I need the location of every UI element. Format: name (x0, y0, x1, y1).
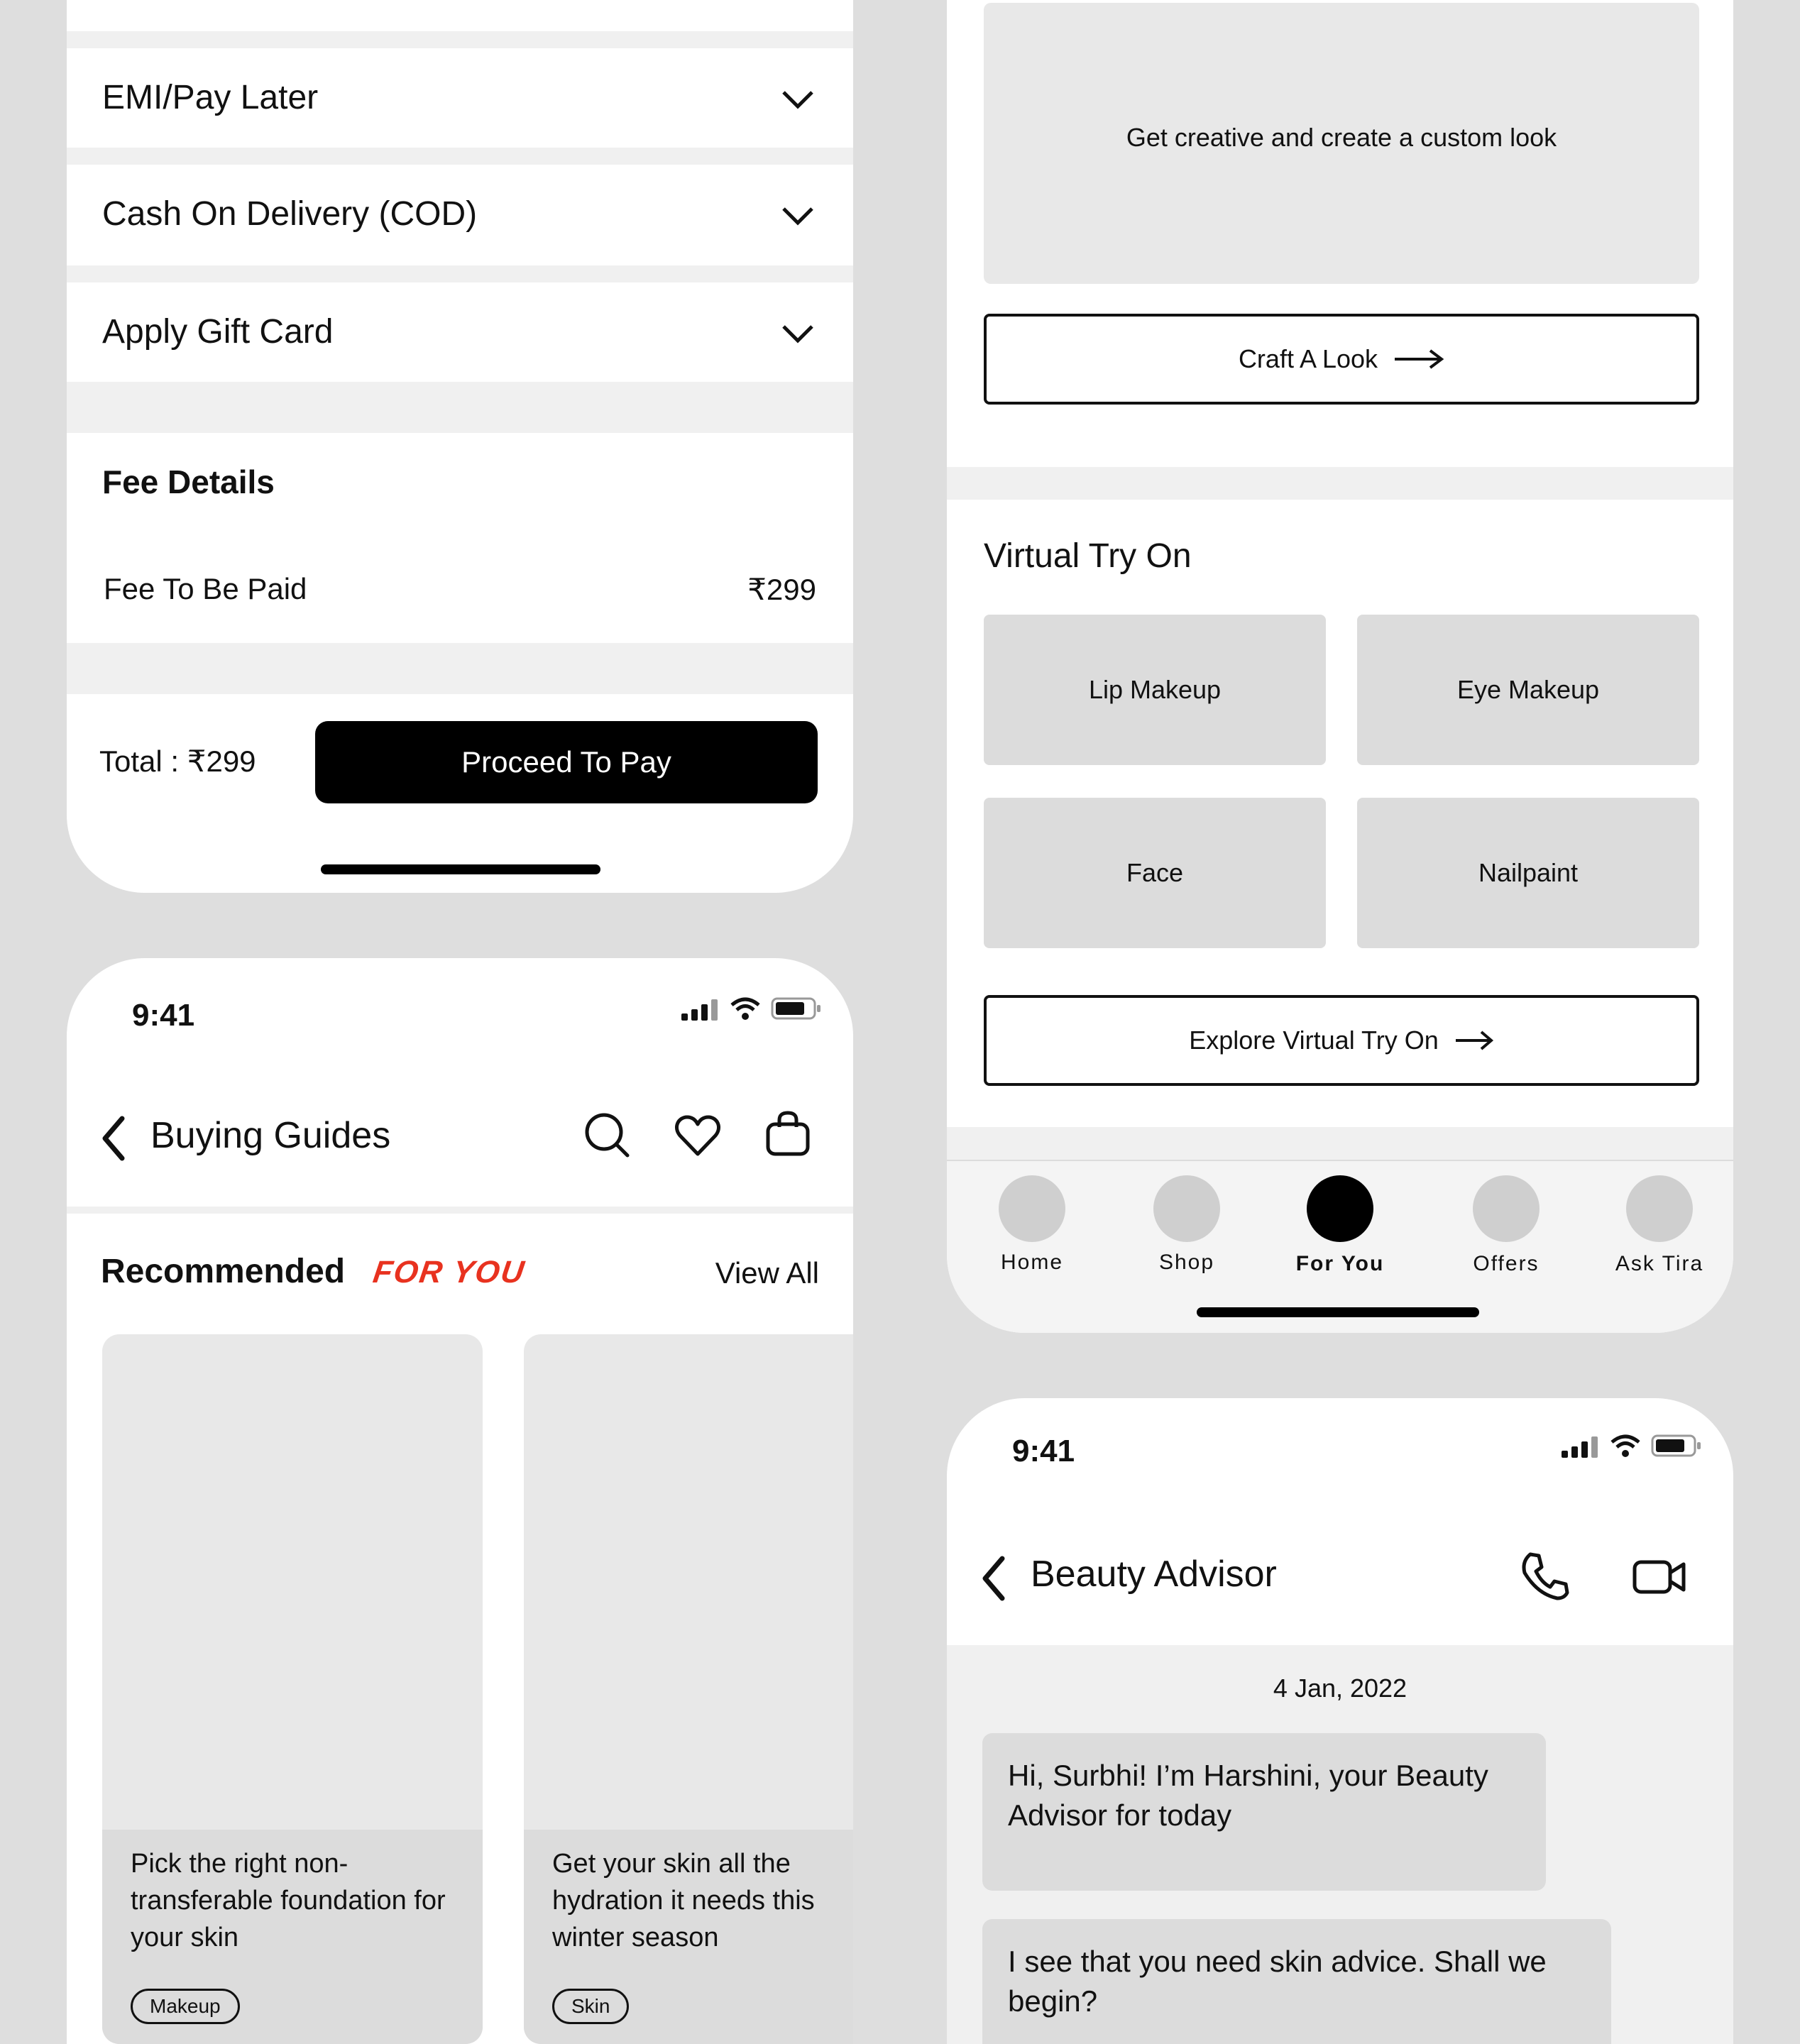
total-value: ₹299 (187, 744, 256, 778)
payment-option-label: EMI/Pay Later (102, 79, 319, 116)
page-title: Buying Guides (150, 1115, 391, 1156)
nav-item-ask-tira[interactable] (1588, 1175, 1730, 1282)
total-label: Total : (99, 744, 180, 778)
card-footer (524, 1830, 853, 2044)
chevron-down-icon (781, 89, 815, 111)
divider (67, 1207, 853, 1214)
back-icon[interactable] (979, 1556, 1008, 1601)
search-icon[interactable] (583, 1111, 630, 1158)
divider (947, 467, 1733, 500)
tag-chip[interactable]: Makeup (131, 1989, 240, 2024)
for-you-screen (947, 0, 1733, 1333)
chat-bubble: I see that you need skin advice. Shall we begin? (982, 1919, 1611, 2044)
tile-eye-makeup[interactable]: Eye Makeup (1357, 615, 1699, 765)
heart-icon[interactable] (674, 1114, 721, 1158)
guide-card[interactable] (102, 1334, 483, 2044)
nav-item-offers[interactable] (1442, 1175, 1570, 1282)
video-call-icon[interactable] (1632, 1560, 1686, 1594)
divider (947, 1127, 1733, 1160)
divider (67, 382, 853, 433)
status-icons (681, 996, 823, 1025)
status-time: 9:41 (132, 998, 195, 1033)
chat-bubble: Hi, Surbhi! I’m Harshini, your Beauty Advisor for today (982, 1733, 1546, 1891)
payment-option-label: Apply Gift Card (102, 313, 334, 351)
payment-screen (67, 0, 853, 893)
bottom-nav (947, 1160, 1733, 1333)
chat-date: 4 Jan, 2022 (1273, 1674, 1407, 1703)
fee-details-title: Fee Details (102, 463, 275, 500)
craft-a-look-button[interactable] (984, 314, 1699, 405)
back-icon[interactable] (99, 1116, 128, 1161)
shop-icon (1153, 1175, 1220, 1242)
fee-value: ₹299 (747, 573, 816, 606)
payment-option-cod[interactable] (67, 165, 853, 265)
nav-label: Offers (1473, 1252, 1540, 1275)
phone-icon[interactable] (1520, 1551, 1570, 1601)
fee-label: Fee To Be Paid (104, 572, 307, 605)
bag-icon[interactable] (765, 1110, 811, 1157)
page-title: Beauty Advisor (1031, 1554, 1277, 1595)
beauty-advisor-screen (947, 1398, 1733, 2044)
offers-icon (1473, 1175, 1540, 1242)
total-row (99, 744, 256, 779)
home-icon (999, 1175, 1065, 1242)
payment-option-emi[interactable] (67, 48, 853, 148)
nav-label: Shop (1158, 1251, 1215, 1274)
view-all-link[interactable]: View All (715, 1256, 819, 1290)
divider (67, 265, 853, 282)
chevron-down-icon (781, 324, 815, 345)
nav-label: Ask Tira (1615, 1252, 1704, 1275)
for-you-icon (1307, 1175, 1373, 1242)
custom-look-text: Get creative and create a custom look (1126, 123, 1557, 152)
home-indicator (321, 864, 600, 874)
status-icons (1562, 1434, 1703, 1462)
payment-option-gift-card[interactable] (67, 282, 853, 382)
for-you-accent: FOR YOU (371, 1255, 528, 1290)
tag-chip[interactable]: Skin (552, 1989, 629, 2024)
nav-label: Home (1000, 1251, 1064, 1274)
guide-card[interactable] (524, 1334, 853, 2044)
nav-item-for-you[interactable] (1276, 1175, 1404, 1282)
battery-icon (1651, 1434, 1702, 1458)
divider (67, 643, 853, 694)
card-text: Get your skin all the hydration it needs this winter season (552, 1849, 815, 1952)
wifi-icon (1610, 1434, 1641, 1458)
payment-option-label: Cash On Delivery (COD) (102, 195, 478, 233)
nav-item-shop[interactable] (1123, 1175, 1251, 1282)
chat-area (947, 1645, 1733, 2044)
divider (67, 148, 853, 165)
card-text: Pick the right non-transferable foundation for your skin (131, 1849, 446, 1952)
card-footer (102, 1830, 483, 2044)
tile-lip-makeup[interactable]: Lip Makeup (984, 615, 1326, 765)
tile-nailpaint[interactable]: Nailpaint (1357, 798, 1699, 948)
arrow-right-icon (1393, 348, 1444, 370)
home-indicator (1197, 1307, 1479, 1317)
proceed-to-pay-button[interactable]: Proceed To Pay (315, 721, 818, 803)
arrow-right-icon (1454, 1030, 1494, 1051)
section-title: Recommended (101, 1253, 346, 1290)
custom-look-banner (984, 3, 1699, 284)
buying-guides-screen (67, 958, 853, 2044)
nav-item-home[interactable] (968, 1175, 1096, 1282)
chevron-down-icon (781, 206, 815, 227)
wifi-icon (730, 996, 761, 1021)
signal-icon (681, 998, 720, 1022)
tile-face[interactable]: Face (984, 798, 1326, 948)
virtual-try-on-title: Virtual Try On (984, 537, 1192, 575)
explore-virtual-try-on-button[interactable] (984, 995, 1699, 1086)
craft-a-look-label: Craft A Look (1238, 344, 1378, 373)
battery-icon (771, 996, 822, 1021)
nav-label: For You (1295, 1252, 1385, 1275)
divider (67, 31, 853, 48)
ask-tira-icon (1626, 1175, 1693, 1242)
status-time: 9:41 (1012, 1434, 1075, 1468)
signal-icon (1562, 1435, 1600, 1459)
explore-label: Explore Virtual Try On (1189, 1026, 1439, 1055)
